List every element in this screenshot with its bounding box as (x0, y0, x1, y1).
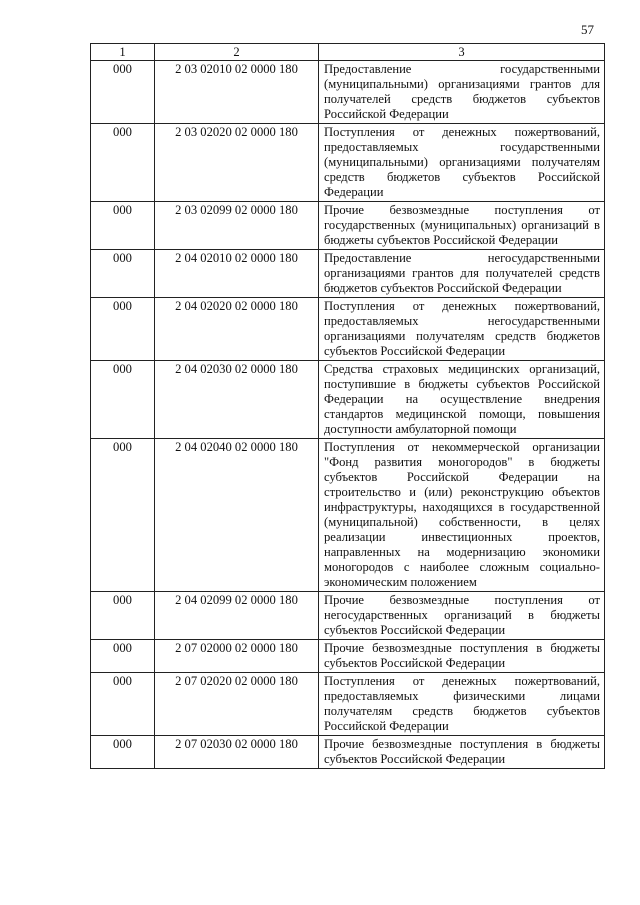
admin-code-cell: 000 (91, 361, 155, 439)
admin-code-cell: 000 (91, 202, 155, 250)
column-header-1: 1 (91, 44, 155, 61)
admin-code-cell: 000 (91, 124, 155, 202)
admin-code-cell: 000 (91, 250, 155, 298)
revenue-name-cell: Прочие безвозмездные поступления в бюджеты субъектов Российской Федерации (319, 736, 605, 769)
admin-code-cell: 000 (91, 640, 155, 673)
table-row (91, 640, 605, 673)
revenue-name-cell: Поступления от денежных пожертвований, предоставляемых государственными (муниципальными) организациями получателям средств бюджетов субъектов Российской Федерации (319, 124, 605, 202)
table-row (91, 202, 605, 250)
revenue-name-cell: Предоставление государственными (муниципальными) организациями грантов для получателей средств бюджетов субъектов Российской Федерации (319, 61, 605, 124)
revenue-name-cell: Предоставление негосударственными организациями грантов для получателей средств бюджетов субъектов Российской Федерации (319, 250, 605, 298)
table-header-row (91, 44, 605, 61)
admin-code-cell: 000 (91, 61, 155, 124)
table-row (91, 673, 605, 736)
kbk-code-cell: 2 03 02020 02 0000 180 (155, 124, 319, 202)
kbk-code-cell: 2 03 02099 02 0000 180 (155, 202, 319, 250)
table-row (91, 361, 605, 439)
admin-code-cell: 000 (91, 298, 155, 361)
budget-codes-table (90, 43, 605, 769)
revenue-name-cell: Прочие безвозмездные поступления от государственных (муниципальных) организаций в бюджеты субъектов Российской Федерации (319, 202, 605, 250)
page-number: 57 (581, 22, 594, 37)
admin-code-cell: 000 (91, 673, 155, 736)
admin-code-cell: 000 (91, 736, 155, 769)
kbk-code-cell: 2 04 02020 02 0000 180 (155, 298, 319, 361)
table-row (91, 298, 605, 361)
kbk-code-cell: 2 04 02099 02 0000 180 (155, 592, 319, 640)
table-row (91, 439, 605, 592)
revenue-name-cell: Прочие безвозмездные поступления от негосударственных организаций в бюджеты субъектов Российской Федерации (319, 592, 605, 640)
revenue-name-cell: Поступления от денежных пожертвований, предоставляемых физическими лицами получателям средств бюджетов субъектов Российской Федерации (319, 673, 605, 736)
table-row (91, 61, 605, 124)
table-row (91, 124, 605, 202)
admin-code-cell: 000 (91, 592, 155, 640)
kbk-code-cell: 2 07 02000 02 0000 180 (155, 640, 319, 673)
kbk-code-cell: 2 07 02020 02 0000 180 (155, 673, 319, 736)
kbk-code-cell: 2 07 02030 02 0000 180 (155, 736, 319, 769)
revenue-name-cell: Поступления от денежных пожертвований, предоставляемых негосударственными организациями получателям средств бюджетов субъектов Российской Федерации (319, 298, 605, 361)
kbk-code-cell: 2 04 02040 02 0000 180 (155, 439, 319, 592)
table-row (91, 736, 605, 769)
kbk-code-cell: 2 03 02010 02 0000 180 (155, 61, 319, 124)
admin-code-cell: 000 (91, 439, 155, 592)
kbk-code-cell: 2 04 02030 02 0000 180 (155, 361, 319, 439)
revenue-name-cell: Средства страховых медицинских организаций, поступившие в бюджеты субъектов Российской Федерации на осуществление внедрения стандартов медицинской помощи, повышения доступности амбулаторной помощи (319, 361, 605, 439)
table-row (91, 592, 605, 640)
column-header-2: 2 (155, 44, 319, 61)
table-row (91, 250, 605, 298)
kbk-code-cell: 2 04 02010 02 0000 180 (155, 250, 319, 298)
revenue-name-cell: Прочие безвозмездные поступления в бюджеты субъектов Российской Федерации (319, 640, 605, 673)
revenue-name-cell: Поступления от некоммерческой организации "Фонд развития моногородов" в бюджеты субъектов Российской Федерации на строительство и (или) реконструкцию объектов инфраструктуры, находящихся в государственной (муниципальной) собственности, в целях реализации инвестиционных проектов, направленных на модернизацию экономики моногородов с наиболее сложным социально-экономическим положением (319, 439, 605, 592)
column-header-3: 3 (319, 44, 605, 61)
